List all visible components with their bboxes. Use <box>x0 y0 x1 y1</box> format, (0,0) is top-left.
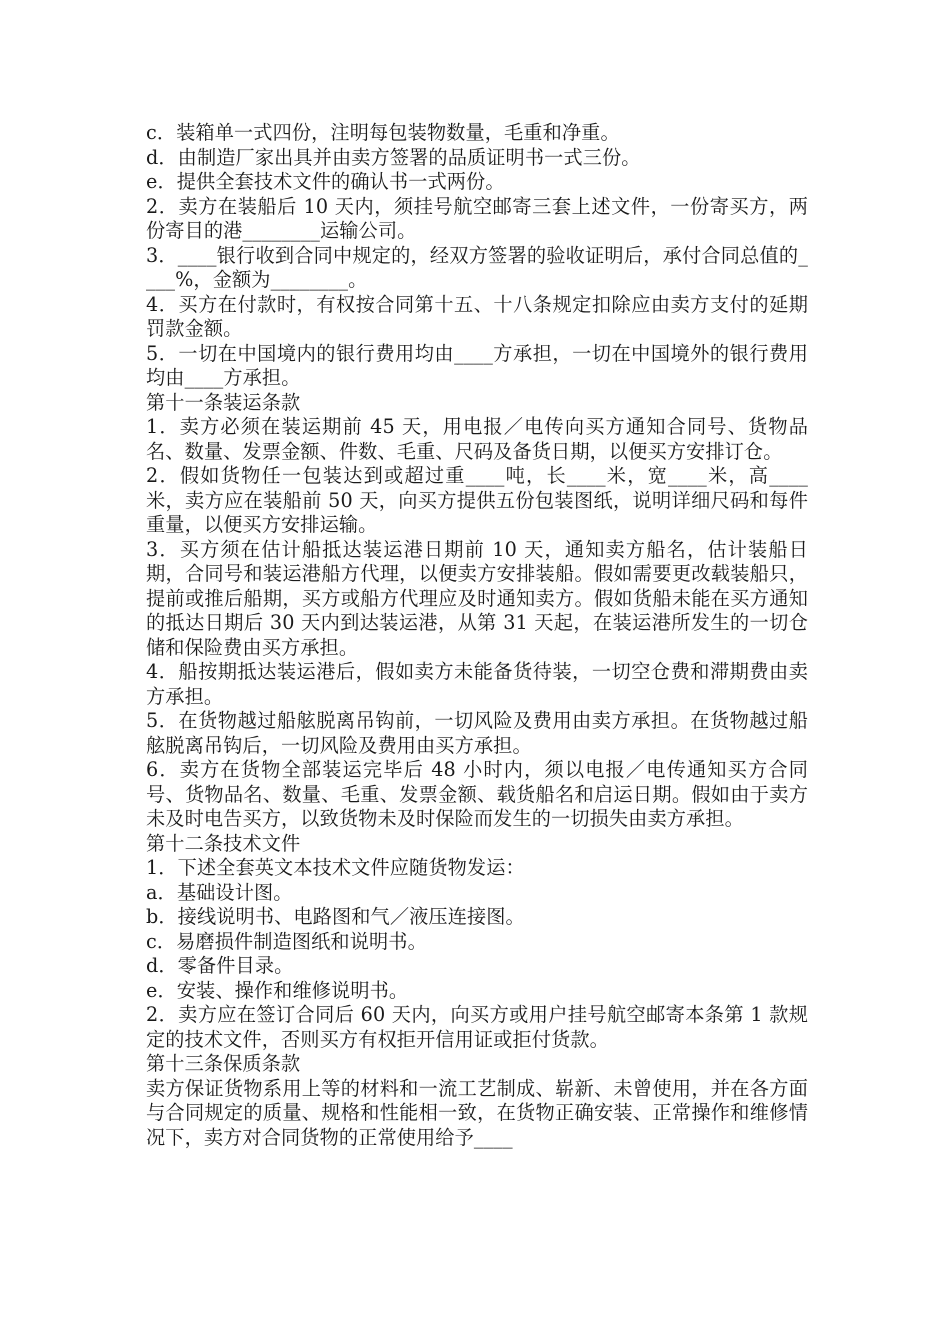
paragraph-risk-transfer: 5．在货物越过船舷脱离吊钩前，一切风险及费用由卖方承担。在货物越过船舷脱离吊钩后，一切风险及费用由买方承担。 <box>146 709 808 757</box>
list-item-wiring-instructions: b．接线说明书、电路图和气／液压连接图。 <box>146 905 525 928</box>
section-heading-shipment: 第十一条装运条款 <box>146 390 301 414</box>
section-heading-technical-documents: 第十二条技术文件 <box>146 831 301 855</box>
paragraph-shipment-advice: 6．卖方在货物全部装运完毕后 48 小时内，须以电报／电传通知买方合同号、货物品名、数量、毛重、发票金额、载货船名和启运日期。假如由于卖方未及时电告买方，以致货物未及时保险而发生的一切损失由卖方承担。 <box>146 758 808 830</box>
paragraph-tech-docs-intro: 1．下述全套英文本技术文件应随货物发运： <box>146 856 525 879</box>
paragraph-mail-documents: 2．卖方在装船后 10 天内，须挂号航空邮寄三套上述文件，一份寄买方，两份寄目的港________运输公司。 <box>146 194 808 242</box>
list-item-wear-parts-drawings: c．易磨损件制造图纸和说明书。 <box>146 929 427 953</box>
paragraph-tech-docs-mailing: 2．卖方应在签订合同后 60 天内，向买方或用户挂号航空邮寄本条第 1 款规定的技术文件，否则买方有权拒开信用证或拒付货款。 <box>146 1003 808 1051</box>
paragraph-vessel-notice: 3．买方须在估计船抵达装运港日期前 10 天，通知卖方船名，估计装船日期，合同号和装运港船方代理，以便卖方安排装船。假如需要更改载装船只，提前或推后船期，买方或船方代理应及时通知卖方。假如货船未能在买方通知的抵达日期后 30 天内到达装运港，从第 31 天起，在装运港所发生的一切仓储和保险费由买方承担。 <box>146 537 808 659</box>
paragraph-bank-charges: 5．一切在中国境内的银行费用均由____方承担，一切在中国境外的银行费用均由____方承担。 <box>146 341 808 389</box>
paragraph-warranty: 卖方保证货物系用上等的材料和一流工艺制成、崭新、未曾使用，并在各方面与合同规定的质量、规格和性能相一致，在货物正确安装、正常操作和维修情况下，卖方对合同货物的正常使用给予____ <box>146 1076 808 1149</box>
list-item-operation-manual: e．安装、操作和维修说明书。 <box>146 978 409 1002</box>
document-body <box>146 121 808 1150</box>
paragraph-quality-certificate: d．由制造厂家出具并由卖方签署的品质证明书一式三份。 <box>146 145 641 169</box>
paragraph-dead-freight: 4．船按期抵达装运港后，假如卖方未能备货待装，一切空仓费和滞期费由卖方承担。 <box>146 660 808 708</box>
list-item-foundation-drawing: a．基础设计图。 <box>146 880 293 904</box>
paragraph-shipment-notice: 1．卖方必须在装运期前 45 天，用电报／电传向买方通知合同号、货物品名、数量、发票金额、件数、毛重、尺码及备货日期，以便买方安排订仓。 <box>146 415 808 463</box>
paragraph-package-drawings: 2．假如货物任一包装达到或超过重____吨，长____米，宽____米，高____米，卖方应在装船前 50 天，向买方提供五份包装图纸，说明详细尺码和每件重量，以便买方安排运输。 <box>146 464 808 536</box>
paragraph-tech-doc-confirmation: e．提供全套技术文件的确认书一式两份。 <box>146 170 505 193</box>
list-item-spare-parts-catalog: d．零备件目录。 <box>146 954 294 977</box>
section-heading-warranty: 第十三条保质条款 <box>146 1052 301 1075</box>
paragraph-penalty-deduction: 4．买方在付款时，有权按合同第十五、十八条规定扣除应由卖方支付的延期罚款金额。 <box>146 292 808 340</box>
paragraph-bank-payment: 3．____银行收到合同中规定的，经双方签署的验收证明后，承付合同总值的____%，金额为________。 <box>146 243 808 291</box>
paragraph-packing-list: c．装箱单一式四份，注明每包装物数量，毛重和净重。 <box>146 121 620 144</box>
